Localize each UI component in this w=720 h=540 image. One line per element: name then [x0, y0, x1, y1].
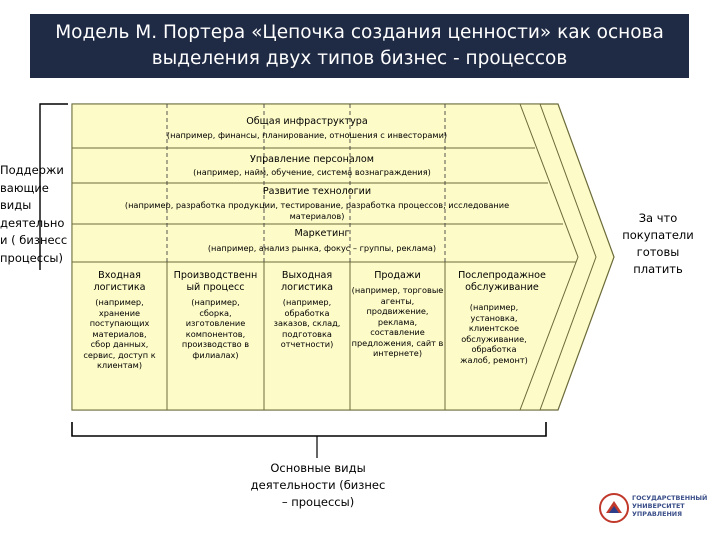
outbound-logistics-example: (например, обработка заказов, склад, подготовка отчетности): [273, 297, 341, 349]
infrastructure-example: (например, финансы, планирование, отношения с инвесторами): [166, 130, 448, 140]
service-label: Послепродажное обслуживание: [458, 270, 546, 293]
operations-label: Производственн ый процесс: [173, 270, 258, 293]
hr-example: (например, найм, обучение, система вознаграждения): [193, 167, 431, 177]
customer-value-label: За что покупатели готовы платить: [622, 211, 694, 276]
marketing-label: Маркетинг: [294, 228, 350, 239]
logo-text: ГОСУДАРСТВЕННЫЙ УНИВЕРСИТЕТ УПРАВЛЕНИЯ: [632, 494, 708, 518]
page-title: Модель М. Портера «Цепочка создания ценности» как основа выделения двух типов бизнес - процессов: [55, 22, 664, 69]
university-logo-icon: [598, 492, 630, 524]
inbound-logistics-label: Входная логистика: [93, 270, 146, 293]
infrastructure-label: Общая инфраструктура: [246, 116, 368, 127]
inbound-logistics-example: (например, хранение поступающих материалов, сбор данных, сервис, доступ к клиентам): [83, 297, 156, 370]
service-example: (например, установка, клиентское обслуживание, обработка жалоб, ремонт): [460, 302, 528, 365]
tech-example: (например, разработка продукции, тестирование, разработка процессов, исследование материалов): [124, 200, 510, 221]
tech-label: Развитие технологии: [262, 186, 372, 197]
outbound-logistics-label: Выходная логистика: [280, 270, 334, 293]
primary-activities-label: Основные виды деятельности (бизнес – процессы): [250, 461, 386, 509]
sales-label: Продажи: [374, 270, 421, 281]
primary-bracket: [72, 422, 546, 436]
operations-example: (например, сборка, изготовление компонентов, производство в филиалах): [181, 297, 250, 360]
sales-example: (например, торговые агенты, продвижение, реклама, составление предложения, сайт в интернете): [351, 285, 444, 358]
hr-label: Управление персоналом: [249, 154, 375, 165]
marketing-example: (например, анализ рынка, фокус – группы, реклама): [207, 243, 437, 253]
support-activities-label: Поддержи вающие виды деятельно и ( бизнесс процессы): [0, 163, 68, 265]
university-logo: [598, 490, 713, 530]
